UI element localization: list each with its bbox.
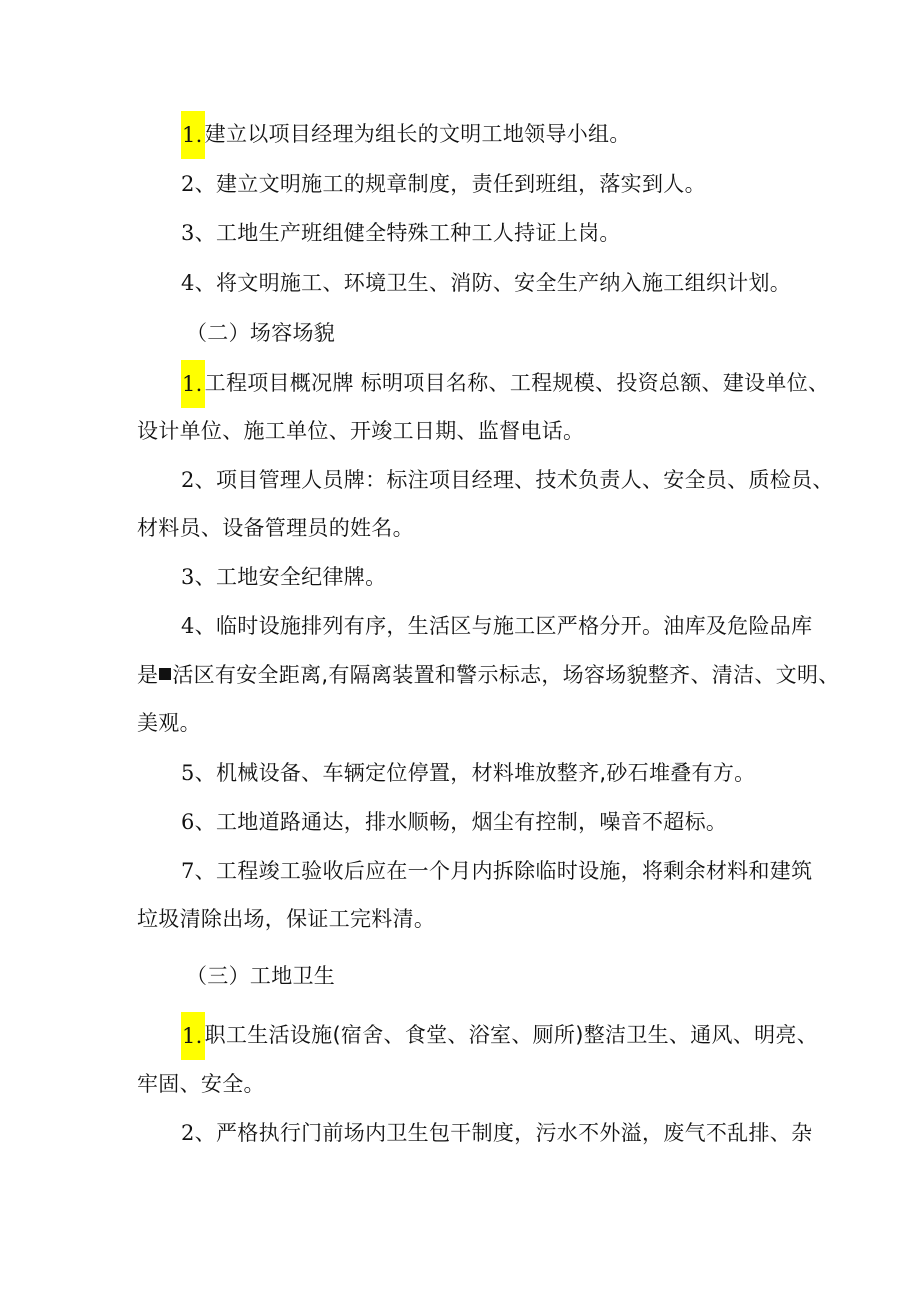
- item-text: 建立以项目经理为组长的文明工地领导小组。: [204, 122, 631, 146]
- s2-item-5: [181, 758, 755, 788]
- s1-item-2: [181, 169, 706, 199]
- s3-item-1: [181, 1020, 818, 1051]
- item-text: 工程竣工验收后应在一个月内拆除临时设施，将剩余材料和建筑: [215, 859, 813, 883]
- item-number: 3、: [181, 565, 216, 589]
- item-number: 2、: [181, 172, 216, 196]
- s2-item-4-cont2: 美观。: [137, 711, 201, 735]
- item-text: 工程项目概况牌 标明项目名称、工程规模、投资总额、建设单位、: [204, 371, 830, 395]
- item-number: 7、: [181, 859, 216, 883]
- highlighted-number: 1.: [181, 360, 205, 408]
- s2-item-7-cont: 垃圾清除出场，保证工完料清。: [137, 907, 436, 931]
- item-text: 工地生产班组健全特殊工种工人持证上岗。: [215, 221, 621, 245]
- s2-item-7: [181, 856, 812, 886]
- item-number: 3、: [181, 221, 216, 245]
- item-number: 5、: [181, 761, 216, 785]
- item-text: 建立文明施工的规章制度，责任到班组，落实到人。: [215, 172, 706, 196]
- section-heading: （二）场容场貌: [186, 321, 336, 345]
- item-number: 4、: [181, 271, 216, 295]
- s2-item-6: [181, 807, 727, 837]
- item-text: 活区有安全距离,有隔离装置和警示标志，场容场貌整齐、清洁、文明、: [172, 663, 840, 687]
- s2-item-2: [181, 465, 834, 495]
- item-number: 2、: [181, 468, 216, 492]
- s1-item-4: [181, 268, 791, 298]
- item-number: 2、: [181, 1121, 216, 1145]
- s2-item-1: [181, 368, 829, 399]
- highlighted-number: 1.: [181, 111, 205, 159]
- unreadable-glyph-square: [159, 668, 171, 680]
- s2-item-2-cont: 材料员、设备管理员的姓名。: [137, 516, 414, 540]
- item-text: 严格执行门前场内卫生包干制度，污水不外溢，废气不乱排、杂: [215, 1121, 813, 1145]
- s1-item-3: [181, 218, 621, 248]
- s2-item-4: [181, 611, 812, 641]
- item-text: 工地安全纪律牌。: [215, 565, 387, 589]
- item-text: 项目管理人员牌：标注项目经理、技术负责人、安全员、质检员、: [215, 468, 834, 492]
- s2-item-4-cont: [137, 660, 840, 690]
- s3-item-2: [181, 1118, 812, 1148]
- section-heading: （三）工地卫生: [186, 964, 336, 988]
- item-number: 4、: [181, 614, 216, 638]
- item-text: 是: [137, 663, 159, 687]
- s2-item-3: [181, 562, 386, 592]
- item-number: 6、: [181, 810, 216, 834]
- item-text: 工地道路通达，排水顺畅，烟尘有控制，噪音不超标。: [215, 810, 728, 834]
- item-text: 将文明施工、环境卫生、消防、安全生产纳入施工组织计划。: [215, 271, 792, 295]
- s3-item-1-cont: 牢固、安全。: [137, 1072, 265, 1096]
- highlighted-number: 1.: [181, 1012, 205, 1060]
- item-text: 机械设备、车辆定位停置，材料堆放整齐,砂石堆叠有方。: [215, 761, 756, 785]
- s2-item-1-cont: 设计单位、施工单位、开竣工日期、监督电话。: [137, 419, 585, 443]
- s1-item-1: [181, 119, 631, 150]
- item-text: 职工生活设施(宿舍、食堂、浴室、厕所)整洁卫生、通风、明亮、: [204, 1023, 819, 1047]
- item-text: 临时设施排列有序，生活区与施工区严格分开。油库及危险品库: [215, 614, 813, 638]
